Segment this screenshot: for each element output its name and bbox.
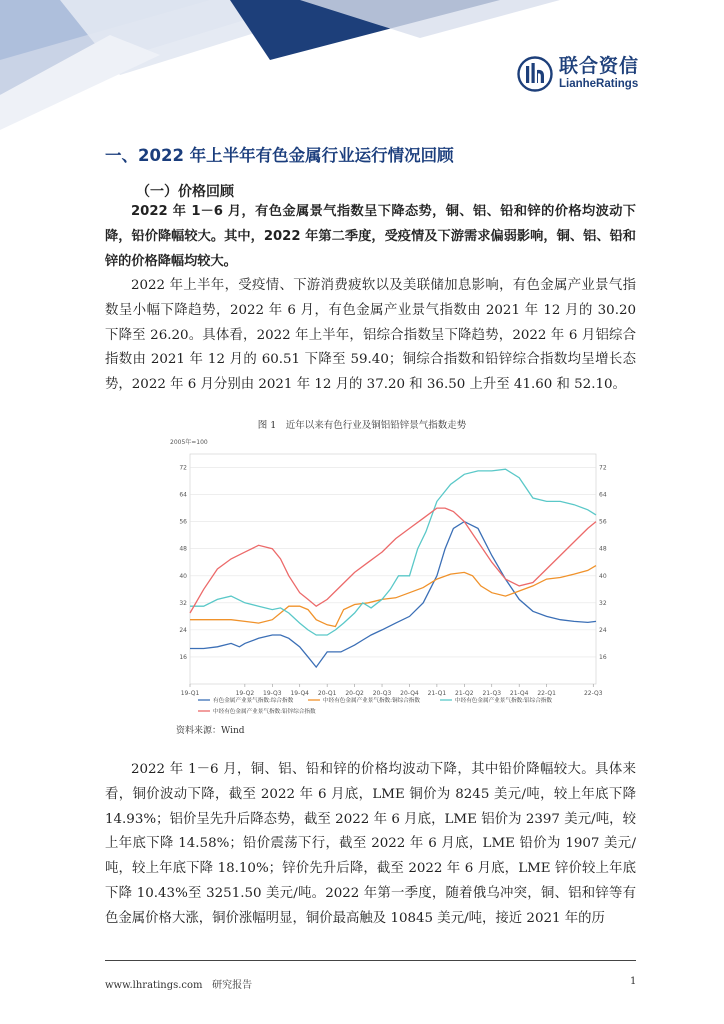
- logo-english-name: LianheRatings: [559, 78, 639, 91]
- plot-frame: [190, 454, 596, 684]
- industry-index-line-chart: [168, 432, 618, 722]
- company-logo: [517, 56, 639, 92]
- series-line-0: [190, 522, 596, 668]
- section-title: 一、2022 年上半年有色金属行业运行情况回顾: [105, 146, 454, 165]
- x-tick-label: 19-Q2: [235, 690, 255, 697]
- y-tick-label-left: 64: [179, 491, 187, 499]
- y-tick-label-right: 16: [599, 653, 607, 661]
- y-axis-label: 2005年=100: [170, 439, 208, 446]
- logo-chinese-name: 联合资信: [559, 55, 640, 78]
- x-tick-label: 19-Q1: [180, 690, 200, 697]
- data-source: 资料来源：Wind: [176, 726, 245, 736]
- legend-label: 中经有色金属产业景气指数:铝综合指数: [455, 698, 552, 704]
- x-tick-label: 20-Q3: [372, 690, 392, 697]
- y-tick-label-left: 24: [179, 626, 187, 634]
- body-paragraph-2: 2022 年 1－6 月，铜、铝、铅和锌的价格均波动下降，其中铅价降幅较大。具体来看，铜价波动下降，截至 2022 年 6 月底，LME 铜价为 8245 美元/吨，较上年底下降 14.93%；铝价呈先升后降态势，截至 2022 年 6 月底，LME 铝价为 2397 美元/吨，较上年底下降 14.58%；铅价震荡下行，截至 2022 年 6 月底，LME 铅价为 1907 美元/吨，较上年底下降 18.10%；锌价先升后降，截至 2022 年 6 月底，LME 锌价较上年底下降 10.43%至 3251.50 美元/吨。2022 年第一季度，随着俄乌冲突，铜、铝和锌等有色金属价格大涨，铜价涨幅明显，铜价最高触及 10845 美元/吨，接近 2021 年的历: [105, 762, 636, 926]
- y-tick-label-left: 56: [179, 518, 187, 526]
- x-tick-label: 20-Q1: [317, 690, 337, 697]
- lianhe-logo-icon: [517, 56, 553, 92]
- y-tick-label-left: 72: [179, 464, 187, 472]
- figure-caption: 图 1 近年以来有色行业及铜铝铅锌景气指数走势: [257, 420, 467, 431]
- x-tick-label: 21-Q4: [509, 690, 529, 697]
- y-tick-label-right: 32: [599, 599, 607, 607]
- legend-label: 中经有色金属产业景气指数:铜综合指数: [323, 698, 420, 704]
- body-paragraph-1: 2022 年上半年，受疫情、下游消费疲软以及美联储加息影响，有色金属产业景气指数呈小幅下降趋势，2022 年 6 月，有色金属产业景气指数由 2021 年 12 月的 30.20 下降至 26.20。具体看，2022 年上半年，铝综合指数呈下降趋势，2022 年 6 月铝综合指数由 2021 年 12 月的 60.51 下降至 59.40；铜综合指数和铅锌综合指数均呈增长态势，2022 年 6 月分别由 2021 年 12 月的 37.20 和 36.50 上升至 41.60 和 52.10。: [105, 278, 636, 393]
- footer-site: [105, 976, 252, 991]
- x-tick-label: 19-Q4: [290, 690, 310, 697]
- series-line-2: [190, 469, 596, 635]
- footer-website: www.lhratings.com: [105, 980, 203, 991]
- legend-label: 有色金属产业景气指数:综合指数: [213, 698, 294, 704]
- y-tick-label-right: 72: [599, 464, 607, 472]
- footer-report-type: 研究报告: [212, 980, 253, 991]
- y-tick-label-right: 40: [599, 572, 607, 580]
- x-tick-label: 22-Q3: [583, 690, 603, 697]
- page-number: 1: [630, 976, 637, 987]
- y-tick-label-right: 48: [599, 545, 607, 553]
- summary-paragraph: 2022 年 1－6 月，有色金属景气指数呈下降态势，铜、铝、铅和锌的价格均波动下降，铅价降幅较大。其中，2022 年第二季度，受疫情及下游需求偏弱影响，铜、铝、铅和锌的价格降幅均较大。: [105, 204, 636, 269]
- y-tick-label-left: 48: [179, 545, 187, 553]
- x-tick-label: 21-Q2: [455, 690, 474, 697]
- x-tick-label: 20-Q2: [345, 690, 364, 697]
- x-tick-label: 20-Q4: [400, 690, 419, 697]
- x-tick-label: 21-Q3: [482, 690, 502, 697]
- x-tick-label: 22-Q1: [537, 690, 556, 697]
- x-tick-label: 21-Q1: [427, 690, 447, 697]
- series-line-3: [190, 508, 596, 613]
- y-tick-label-left: 32: [179, 599, 187, 607]
- y-tick-label-left: 40: [179, 572, 187, 580]
- x-tick-label: 19-Q3: [263, 690, 282, 697]
- y-tick-label-right: 56: [599, 518, 607, 526]
- series-line-1: [190, 566, 596, 627]
- subsection-title: （一）价格回顾: [136, 184, 234, 200]
- y-tick-label-right: 24: [599, 626, 607, 634]
- footer-divider: [105, 960, 636, 961]
- legend-label: 中经有色金属产业景气指数:铅锌综合指数: [213, 709, 316, 715]
- y-tick-label-left: 16: [179, 653, 187, 661]
- y-tick-label-right: 64: [599, 491, 607, 499]
